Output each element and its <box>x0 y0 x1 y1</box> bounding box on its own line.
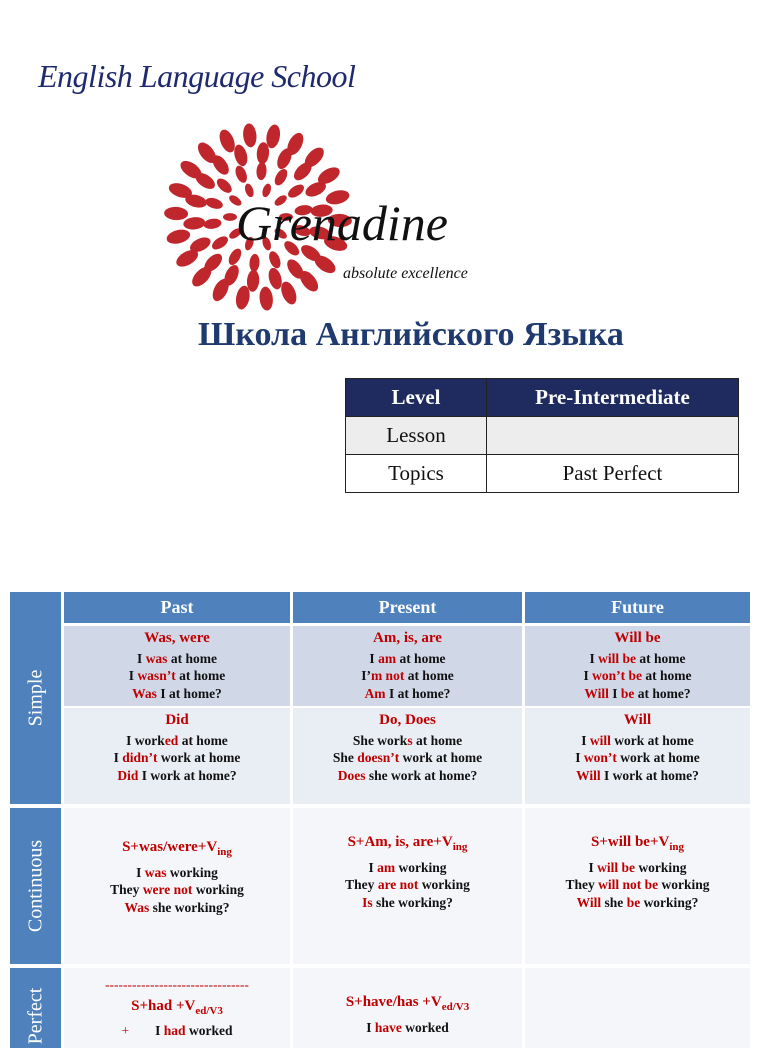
info-value-lesson <box>487 417 739 455</box>
school-name: English Language School <box>38 58 356 94</box>
col-header-present: Present <box>293 592 522 623</box>
logo-petal <box>210 234 231 252</box>
simple-be-past: Was, were I was at home I wasn’t at home Was I at home? <box>64 626 290 706</box>
logo-petal <box>267 250 283 270</box>
russian-title: Школа Английского Языка <box>198 316 624 353</box>
continuous-future: S+will $be+V_{ing}$ I will be working They will not be working Will she be working? <box>525 808 750 964</box>
continuous-past: $S+was/were+V_{ing}$ I was working They were not working Was she working? <box>64 808 290 964</box>
row-header-perfect: Perfect <box>10 968 61 1048</box>
col-header-past: Past <box>64 592 290 623</box>
perfect-present: S+have/has $+V_{ed/V3}$ I have worked <box>293 968 522 1048</box>
info-value-topics: Past Perfect <box>487 455 739 493</box>
logo-petal <box>214 176 234 196</box>
logo-petal <box>203 218 222 231</box>
info-label-topics: Topics <box>346 455 487 493</box>
logo-petal <box>272 167 290 188</box>
logo-petal <box>165 227 191 246</box>
perfect-past: -------------------------------- $S+had +V_{ed/V3}$ + I had worked <box>64 968 290 1048</box>
simple-be-future: Will be I will be at home I won’t be at home Will I be at home? <box>525 626 750 706</box>
logo-petal <box>183 216 206 230</box>
info-table <box>345 378 739 493</box>
logo-tagline: absolute excellence <box>343 265 468 282</box>
logo-text: Grenadine <box>236 195 448 251</box>
perfect-future <box>525 968 750 1048</box>
grenadine-logo <box>168 112 508 322</box>
logo-petal <box>223 213 237 221</box>
info-value-level: Pre-Intermediate <box>487 379 739 417</box>
logo-petal <box>256 162 267 181</box>
logo-petal <box>204 196 224 211</box>
logo-petal <box>233 164 249 184</box>
info-label-lesson: Lesson <box>346 417 487 455</box>
info-row-topics <box>346 455 739 493</box>
simple-verb-present: Do, Does She works at home She doesn’t work at home Does she work at home? <box>293 708 522 804</box>
info-row-lesson <box>346 417 739 455</box>
row-header-continuous: Continuous <box>10 808 61 964</box>
col-header-future: Future <box>525 592 750 623</box>
tense-table <box>10 592 750 1045</box>
logo-petal <box>258 286 274 311</box>
simple-verb-past: Did I worked at home I didn’t work at home Did I work at home? <box>64 708 290 804</box>
row-header-simple: Simple <box>10 592 61 804</box>
info-row-level <box>346 379 739 417</box>
continuous-present: S+Am, is, $are+V_{ing}$ I am working They are not working Is she working? <box>293 808 522 964</box>
logo-petal <box>242 123 258 148</box>
simple-be-present: Am, is, are I am at home I’m not at home Am I at home? <box>293 626 522 706</box>
logo-petal <box>164 206 189 220</box>
simple-verb-future: Will I will work at home I won’t work at home Will I work at home? <box>525 708 750 804</box>
info-label-level: Level <box>346 379 487 417</box>
logo-petal <box>249 254 260 273</box>
